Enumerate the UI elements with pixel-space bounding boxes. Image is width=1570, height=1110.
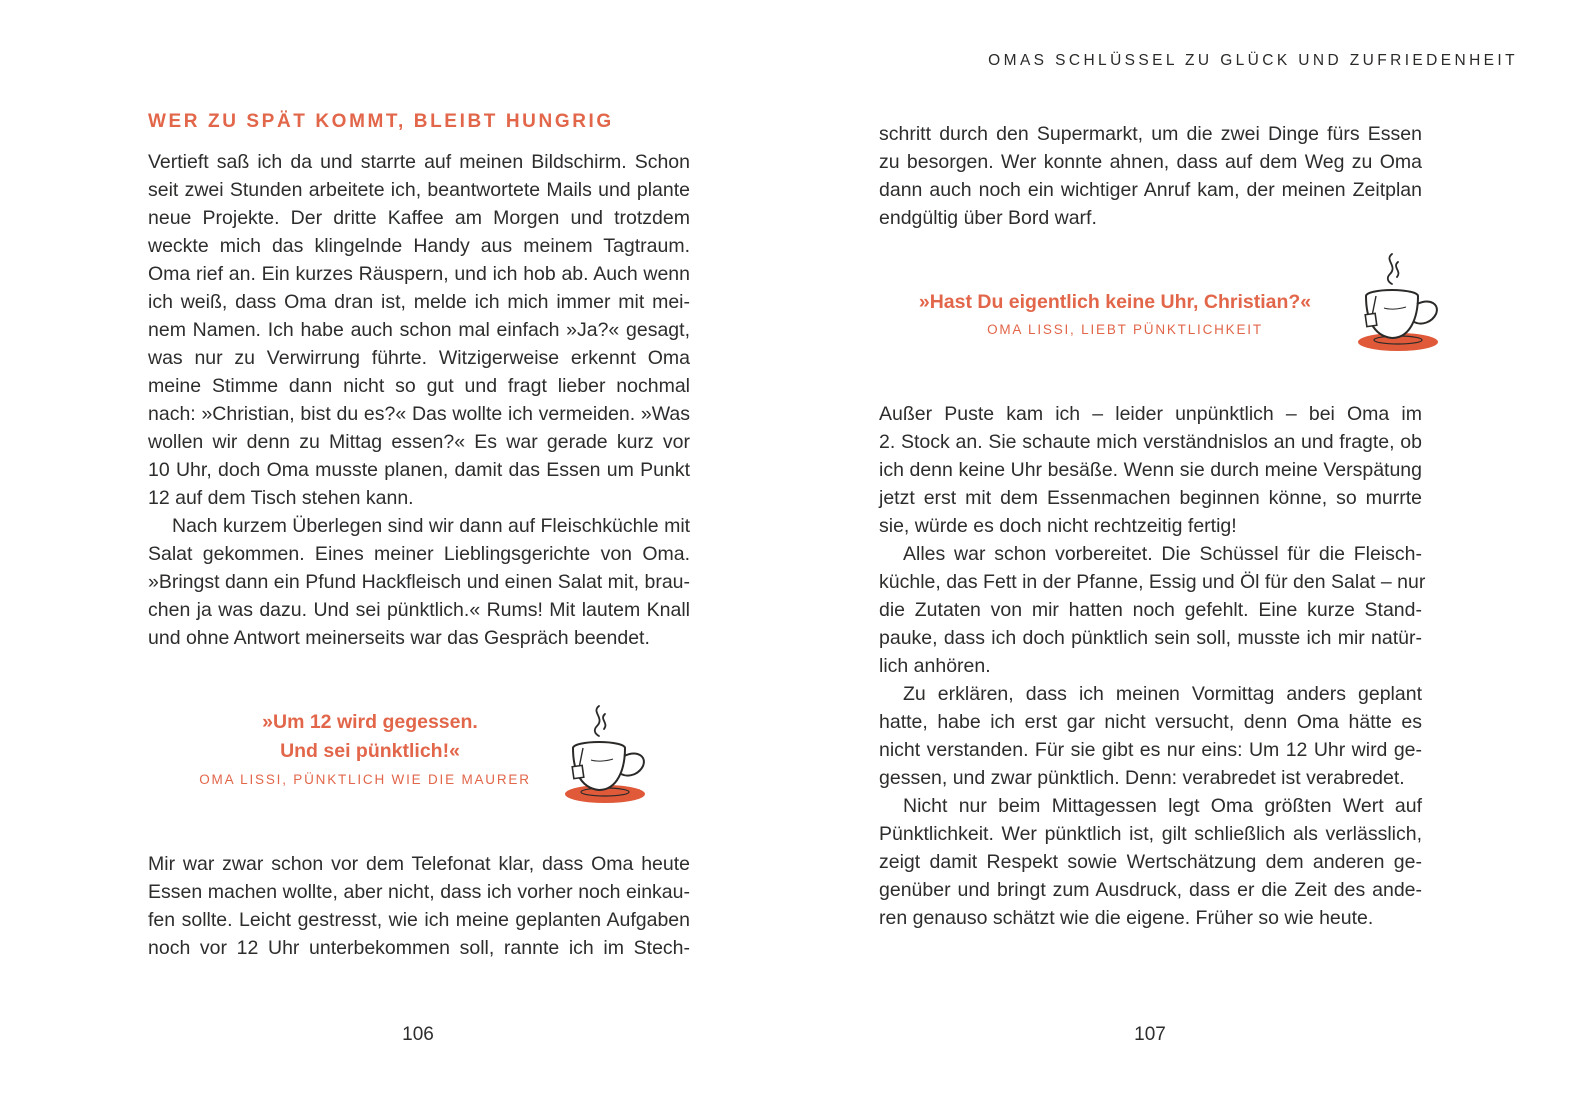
body-line: ren genauso schätzt wie die eigene. Früher so wie heute. — [879, 907, 1374, 929]
pull-quote-line: »Hast Du eigentlich keine Uhr, Christian?« — [918, 291, 1312, 313]
body-line: lich anhören. — [879, 655, 991, 677]
body-line: schritt durch den Supermarkt, um die zwei Dinge fürs Essen — [879, 123, 1422, 145]
body-line: meine Stimme dann nicht so gut und fragt lieber nochmal — [148, 375, 690, 397]
body-line: Salat gekommen. Eines meiner Lieblingsgerichte von Oma. — [148, 543, 690, 565]
body-line: und ohne Antwort meinerseits war das Gespräch beendet. — [148, 627, 650, 649]
body-line: »Bringst dann ein Pfund Hackfleisch und einen Salat mit, brau- — [148, 571, 690, 593]
body-line: noch vor 12 Uhr unterbekommen soll, rannte ich im Stech- — [148, 937, 690, 959]
body-line: seit zwei Stunden arbeitete ich, beantwortete Mails und plante — [148, 179, 690, 201]
body-line: pauke, dass ich doch pünktlich sein soll, musste ich mir natür- — [879, 627, 1422, 649]
body-line: 2. Stock an. Sie schaute mich verständnislos an und fragte, ob — [879, 431, 1422, 453]
body-line: wollen wir denn zu Mittag essen?« Es war gerade kurz vor — [148, 431, 690, 453]
body-line: die Zutaten von mir hatten noch gefehlt. Eine kurze Stand- — [879, 599, 1422, 621]
teacup-icon — [555, 700, 655, 810]
body-line: Pünktlichkeit. Wer pünktlich ist, gilt schließlich als verlässlich, — [879, 823, 1422, 845]
body-line: zeigt damit Respekt sowie Wertschätzung dem anderen ge- — [879, 851, 1422, 873]
quote-attribution: OMA LISSI, PÜNKTLICH WIE DIE MAURER — [199, 772, 531, 787]
body-line: ich weiß, dass Oma dran ist, melde ich mich immer mit mei- — [148, 291, 690, 313]
body-line: Außer Puste kam ich – leider unpünktlich – bei Oma im — [879, 403, 1422, 425]
body-line: Essen machen wollte, aber nicht, dass ich vorher noch einkau- — [148, 881, 690, 903]
quote-attribution: OMA LISSI, LIEBT PÜNKTLICHKEIT — [987, 322, 1263, 337]
page-number: 107 — [1134, 1024, 1166, 1045]
body-line: endgültig über Bord warf. — [879, 207, 1097, 229]
section-title: WER ZU SPÄT KOMMT, BLEIBT HUNGRIG — [148, 111, 614, 132]
teacup-icon — [1348, 248, 1448, 358]
pull-quote-line: Und sei pünktlich!« — [280, 740, 460, 762]
running-head: OMAS SCHLÜSSEL ZU GLÜCK UND ZUFRIEDENHEIT — [988, 52, 1518, 69]
body-line: was nur zu Verwirrung führte. Witzigerweise erkennt Oma — [148, 347, 690, 369]
body-line: küchle, das Fett in der Pfanne, Essig und Öl für den Salat – nur — [879, 571, 1426, 593]
body-line: ich denn keine Uhr besäße. Wenn sie durch meine Verspätung — [879, 459, 1422, 481]
body-line: neue Projekte. Der dritte Kaffee am Morgen und trotzdem — [148, 207, 690, 229]
body-line: fen sollte. Leicht gestresst, wie ich meine geplanten Aufgaben — [148, 909, 690, 931]
body-line: chen ja was dazu. Und sei pünktlich.« Rums! Mit lautem Knall — [148, 599, 690, 621]
body-line: sie, würde es doch nicht rechtzeitig fertig! — [879, 515, 1237, 537]
body-line: Nach kurzem Überlegen sind wir dann auf Fleischküchle mit — [172, 515, 691, 537]
body-line: Nicht nur beim Mittagessen legt Oma größten Wert auf — [903, 795, 1422, 817]
body-line: genüber und bringt zum Ausdruck, dass er die Zeit des ande- — [879, 879, 1422, 901]
body-line: weckte mich das klingelnde Handy aus meinem Tagtraum. — [148, 235, 690, 257]
body-line: Oma rief an. Ein kurzes Räuspern, und ich hob ab. Auch wenn — [148, 263, 690, 285]
body-line: jetzt erst mit dem Essenmachen beginnen könne, so murrte — [879, 487, 1422, 509]
body-line: dann auch noch ein wichtiger Anruf kam, der meinen Zeitplan — [879, 179, 1422, 201]
body-line: Alles war schon vorbereitet. Die Schüssel für die Fleisch- — [903, 543, 1422, 565]
body-line: Vertieft saß ich da und starrte auf meinen Bildschirm. Schon — [148, 151, 690, 173]
page-number: 106 — [402, 1024, 434, 1045]
body-line: 10 Uhr, doch Oma musste planen, damit das Essen um Punkt — [148, 459, 690, 481]
body-line: nem Namen. Ich habe auch schon mal einfach »Ja?« gesagt, — [148, 319, 690, 341]
body-line: nicht verstanden. Für sie gibt es nur eins: Um 12 Uhr wird ge- — [879, 739, 1422, 761]
body-line: zu besorgen. Wer konnte ahnen, dass auf dem Weg zu Oma — [879, 151, 1422, 173]
body-line: 12 auf dem Tisch stehen kann. — [148, 487, 414, 509]
body-line: Zu erklären, dass ich meinen Vormittag anders geplant — [903, 683, 1422, 705]
pull-quote-line: »Um 12 wird gegessen. — [262, 711, 478, 733]
body-line: Mir war zwar schon vor dem Telefonat klar, dass Oma heute — [148, 853, 690, 875]
body-line: nach: »Christian, bist du es?« Das wollte ich vermeiden. »Was — [148, 403, 690, 425]
body-line: hatte, habe ich erst gar nicht versucht, denn Oma hätte es — [879, 711, 1422, 733]
body-line: gessen, und zwar pünktlich. Denn: verabredet ist verabredet. — [879, 767, 1405, 789]
